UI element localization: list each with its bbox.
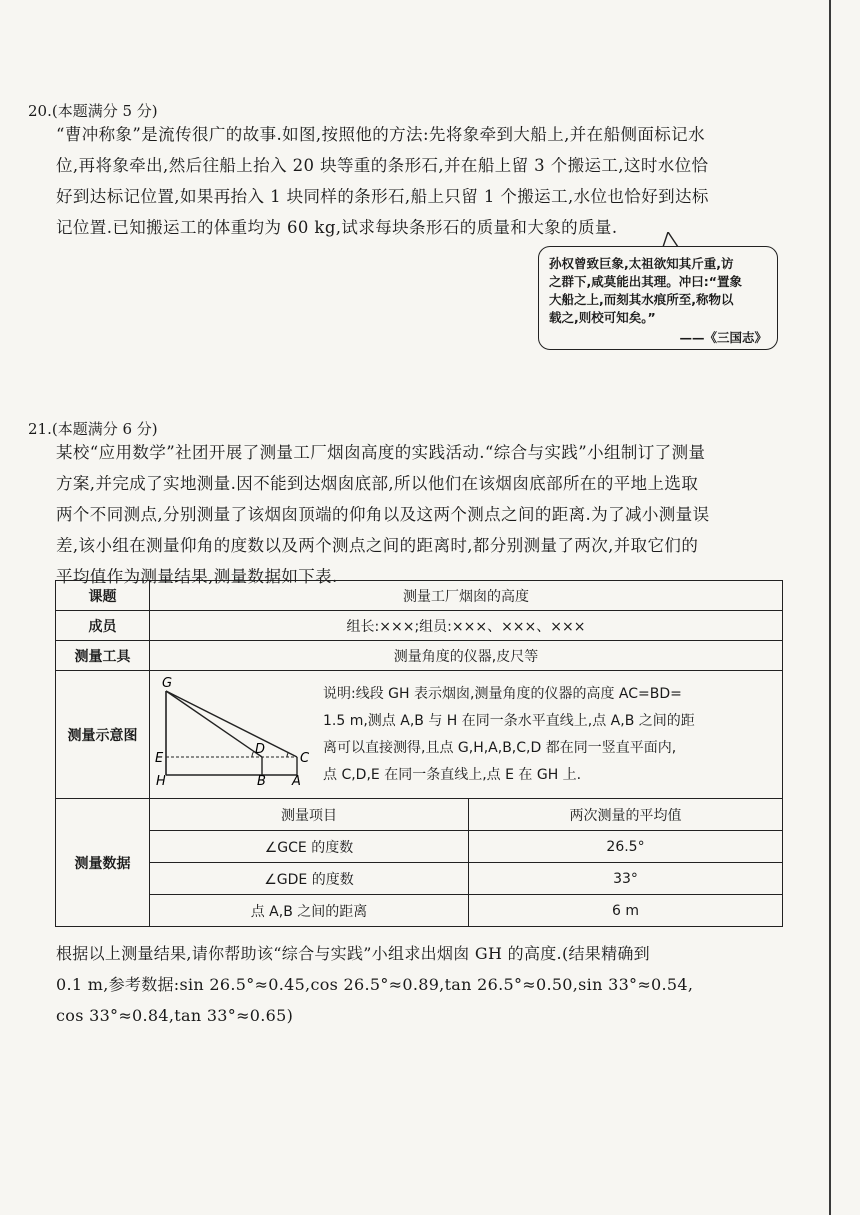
quote-source: ——《三国志》 bbox=[679, 330, 767, 345]
label-b: B bbox=[257, 773, 266, 787]
q20-line: 记位置.已知搬运工的体重均为 60 kg,试求每块条形石的质量和大象的质量. bbox=[56, 218, 618, 237]
description-line: 1.5 m,测点 A,B 与 H 在同一条水平直线上,点 A,B 之间的距 bbox=[323, 712, 695, 729]
quote-line: 载之,则校可知矣。” bbox=[549, 310, 656, 325]
q21-line: 平均值作为测量结果,测量数据如下表. bbox=[56, 567, 338, 586]
q20-number: 20.(本题满分 5 分) bbox=[28, 102, 158, 120]
members-label: 成员 bbox=[56, 611, 150, 641]
sightline-gc bbox=[166, 691, 297, 757]
q21-question-line: cos 33°≈0.84,tan 33°≈0.65) bbox=[56, 1006, 294, 1025]
item-cell: ∠GDE 的度数 bbox=[150, 863, 469, 895]
table-row bbox=[56, 895, 783, 927]
diagram-description bbox=[317, 675, 703, 795]
q21-line: 某校“应用数学”社团开展了测量工厂烟囱高度的实践活动.“综合与实践”小组制订了测量 bbox=[56, 443, 706, 462]
tools-label: 测量工具 bbox=[56, 641, 150, 671]
quote-bubble bbox=[538, 246, 778, 350]
quote-line: 孙权曾致巨象,太祖欲知其斤重,访 bbox=[549, 256, 734, 271]
tools-value: 测量角度的仪器,皮尺等 bbox=[150, 641, 783, 671]
value-cell: 6 m bbox=[469, 895, 783, 927]
quote-line: 之群下,咸莫能出其理。冲曰:“置象 bbox=[549, 274, 742, 289]
table-row bbox=[56, 863, 783, 895]
label-c: C bbox=[300, 750, 310, 766]
topic-label: 课题 bbox=[56, 581, 150, 611]
description-line: 点 C,D,E 在同一条直线上,点 E 在 GH 上. bbox=[323, 766, 582, 783]
q20-line: “曹冲称象”是流传很广的故事.如图,按照他的方法:先将象牵到大船上,并在船侧面标记水 bbox=[56, 125, 705, 144]
q21-line: 差,该小组在测量仰角的度数以及两个测点之间的距离时,都分别测量了两次,并取它们的 bbox=[56, 536, 699, 555]
value-cell: 33° bbox=[469, 863, 783, 895]
item-cell: ∠GCE 的度数 bbox=[150, 831, 469, 863]
label-h: H bbox=[156, 773, 166, 787]
angle-gce-arc bbox=[287, 753, 288, 757]
item-header: 测量项目 bbox=[150, 799, 469, 831]
label-e: E bbox=[155, 750, 164, 766]
table-row bbox=[56, 831, 783, 863]
diagram-label: 测量示意图 bbox=[56, 671, 150, 799]
item-cell: 点 A,B 之间的距离 bbox=[150, 895, 469, 927]
value-cell: 26.5° bbox=[469, 831, 783, 863]
q21-text bbox=[56, 437, 786, 592]
q20-text bbox=[56, 119, 786, 243]
q21-number: 21.(本题满分 6 分) bbox=[28, 420, 158, 438]
q21-question-line: 根据以上测量结果,请你帮助该“综合与实践”小组求出烟囱 GH 的高度.(结果精确到 bbox=[56, 944, 650, 963]
topic-value: 测量工厂烟囱的高度 bbox=[150, 581, 783, 611]
q21-question-line: 0.1 m,参考数据:sin 26.5°≈0.45,cos 26.5°≈0.89,tan 26.5°≈0.50,sin 33°≈0.54, bbox=[56, 975, 694, 994]
q20-line: 位,再将象牵出,然后往船上抬入 20 块等重的条形石,并在船上留 3 个搬运工,这时水位恰 bbox=[56, 156, 709, 175]
members-value: 组长:×××;组员:×××、×××、××× bbox=[150, 611, 783, 641]
measurement-table bbox=[55, 580, 783, 927]
angle-gde-arc bbox=[252, 751, 254, 757]
label-g: G bbox=[162, 675, 173, 691]
diagram-cell bbox=[150, 671, 783, 799]
data-label: 测量数据 bbox=[56, 799, 150, 927]
q21-line: 两个不同测点,分别测量了该烟囱顶端的仰角以及这两个测点之间的距离.为了减小测量误 bbox=[56, 505, 710, 524]
sightline-gd bbox=[166, 691, 262, 757]
q20-line: 好到达标记位置,如果再抬入 1 块同样的条形石,船上只留 1 个搬运工,水位也恰好到达标 bbox=[56, 187, 709, 206]
page-edge-line bbox=[829, 0, 831, 1215]
chimney-diagram bbox=[152, 675, 317, 787]
q21-line: 方案,并完成了实地测量.因不能到达烟囱底部,所以他们在该烟囱底部所在的平地上选取 bbox=[56, 474, 699, 493]
label-d: D bbox=[255, 741, 266, 757]
q21-question bbox=[56, 938, 786, 1031]
value-header: 两次测量的平均值 bbox=[469, 799, 783, 831]
description-line: 说明:线段 GH 表示烟囱,测量角度的仪器的高度 AC=BD= bbox=[323, 685, 682, 702]
label-a: A bbox=[292, 773, 301, 787]
description-line: 离可以直接测得,且点 G,H,A,B,C,D 都在同一竖直平面内, bbox=[323, 739, 677, 756]
quote-line: 大船之上,而刻其水痕所至,称物以 bbox=[549, 292, 734, 307]
